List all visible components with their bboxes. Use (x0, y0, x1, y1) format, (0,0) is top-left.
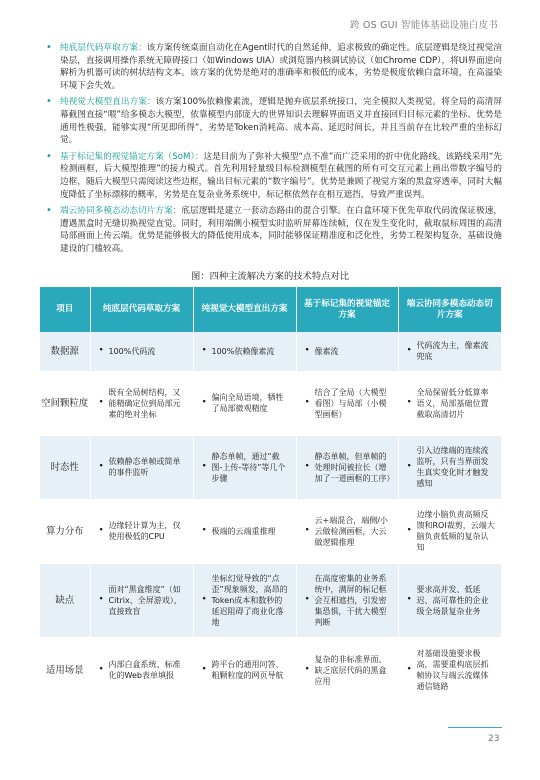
table-cell: • 边缘小脑负责高频反馈和ROI裁剪，云端大脑负责低频的复杂认知 (398, 499, 501, 563)
bullet-dot-icon: • (304, 461, 310, 472)
bullet-dot-icon: • (46, 150, 52, 162)
bullet-dot-icon: • (201, 461, 207, 472)
bullet-term: 纯视觉大模型直出方案： (60, 97, 156, 108)
table-row (40, 371, 501, 435)
bullet-dot-icon: • (304, 664, 310, 675)
table-row (40, 435, 501, 499)
bullet-dot-icon: • (406, 345, 412, 356)
bullet-dot-icon: • (201, 525, 207, 536)
bullet-text: 该方案100%依赖像素流，逻辑是抛弃底层系统接口，完全模拟人类视觉。将全局的高清屏幕截图直接“喂”给多模态大模型，依靠模型内部庞大的世界知识去理解界面语义并直接回归目标元素的坐标。优势是通用性极强，能够实现“所见即所得”，劣势是Token消耗高、成本高、延迟时间长，并且当前存在比较严重的坐标幻觉。 (60, 97, 502, 146)
bullet-item (40, 151, 502, 201)
table-cell: • 既有全局树结构，又能精确定位到局部元素的绝对坐标 (90, 371, 193, 435)
bullet-dot-icon: • (98, 525, 104, 536)
comparison-table (40, 287, 501, 704)
bullet-term: 基于标记集的视觉锚定方案（SoM）： (60, 151, 204, 162)
table-header-row (40, 287, 501, 332)
bullet-dot-icon: • (304, 345, 310, 356)
table-cell: • 静态单帧，但单帧的处理时间被拉长（增加了一道画框的工序） (296, 435, 398, 499)
table-cell: • 依赖静态单帧或简单的事件监听 (90, 435, 193, 499)
table-cell: • 引入边缘端的连续流监听，只有当界面发生真实变化时才触发感知 (398, 435, 501, 499)
bullet-dot-icon: • (304, 397, 310, 408)
bullet-dot-icon: • (98, 461, 104, 472)
bullet-text: 底层逻辑是建立一套动态路由的混合引擎。在白盒环境下优先草取代码流保证极速，遭遇黑盒时无缝切换视觉直觉。同时，利用端侧小模型实时监听屏幕连续帧，仅在发生变化时，截取鼠标周围的高清局部画面上传云端。优势是能够极大的降低使用成本，同时能够保证精准度和泛化性，劣势工程架构复杂，基础设施建设的门槛较高。 (60, 206, 502, 254)
table-cell: • 在高度密集的业务系统中，满屏的标记框会互相遮挡，引发密集恐惧，干扰大模型判断 (296, 563, 398, 637)
bullet-dot-icon: • (201, 594, 207, 605)
table-cell: • 偏向全局语境，牺牲了局部微观精度 (193, 371, 296, 435)
bullet-item (40, 42, 502, 92)
page-number: 23 (488, 734, 500, 744)
bullet-dot-icon: • (98, 397, 104, 408)
bullet-dot-icon: • (201, 397, 207, 408)
table-row (40, 637, 501, 703)
bullet-dot-icon: • (98, 664, 104, 675)
bullet-item (40, 96, 502, 146)
table-cell: • 100%代码流 (90, 332, 193, 371)
table-cell: • 静态单帧，通过“截图-上传-等待”等几个步骤 (193, 435, 296, 499)
table-cell: • 复杂的非标准界面、缺乏底层代码的黑盒应用 (296, 637, 398, 703)
footer-rule (448, 727, 502, 728)
bullet-dot-icon: • (46, 205, 52, 217)
table-cell: • 面对“黑盒维度”（如Citrix、全屏游戏），直接致盲 (90, 563, 193, 637)
table-cell: • 要求高并发、低延迟、高可靠性的企业级全场景复杂业务 (398, 563, 501, 637)
table-header-cell: 纯视觉大模型直出方案 (193, 287, 296, 332)
table-cell: • 像素流 (296, 332, 398, 371)
bullet-list (40, 42, 502, 260)
table-cell: • 全局保留低分低算率语义，局部基础位置截取高清切片 (398, 371, 501, 435)
bullet-dot-icon: • (406, 397, 412, 408)
row-label: 算力分布 (40, 499, 90, 563)
bullet-dot-icon: • (406, 664, 412, 675)
table-cell: • 坐标幻觉导致的“点歪”现象频发，高昂的Token成本和数秒的延迟阻碍了商业化落地 (193, 563, 296, 637)
table-cell: • 100%依赖像素流 (193, 332, 296, 371)
bullet-dot-icon: • (304, 525, 310, 536)
bullet-term: 纯底层代码草取方案： (60, 43, 147, 53)
table-header-cell: 纯底层代码草取方案 (90, 287, 193, 332)
row-label: 空间颗粒度 (40, 371, 90, 435)
table-cell: • 内部白盒系统、标准化的Web表单填报 (90, 637, 193, 703)
bullet-dot-icon: • (46, 96, 52, 108)
table-header-cell: 基于标记集的视觉锚定方案 (296, 287, 398, 332)
table-row (40, 332, 501, 371)
running-header: 跨 OS GUI 智能体基础设施白皮书 (350, 20, 498, 31)
row-label: 时态性 (40, 435, 90, 499)
table-cell: • 极端的云端重推理 (193, 499, 296, 563)
row-label: 缺点 (40, 563, 90, 637)
bullet-dot-icon: • (406, 594, 412, 605)
table-cell: • 边缘轻计算为主，仅使用极低的CPU (90, 499, 193, 563)
bullet-item (40, 205, 502, 255)
bullet-dot-icon: • (98, 594, 104, 605)
bullet-text: 该方案传统桌面自动化在Agent时代的自然延伸，追求极致的确定性。底层逻辑是绕过视觉渲染层，直接调用操作系统无障碍接口（如Windows UIA）或浏览器内核调试协议（如Chrome CDP），将UI界面逆向解析为机器可读的树状结构文本。该方案的优势是绝对的准确率和极低的成本，劣势是极度依赖白盒环境，在高溢染环境下会失效。 (60, 43, 502, 91)
table-cell: • 对基础设施要求极高，需要重构底层抓帧协议与端云流媒体通信链路 (398, 637, 501, 703)
bullet-dot-icon: • (201, 345, 207, 356)
table-cell: • 跨平台的通用问答、粗颗粒度的网页导航 (193, 637, 296, 703)
table-row (40, 563, 501, 637)
table-cell: • 结合了全局（大模型看图）与局部（小模型画框） (296, 371, 398, 435)
bullet-dot-icon: • (201, 664, 207, 675)
bullet-dot-icon: • (406, 461, 412, 472)
table-cell: • 代码流为主，像素流兜底 (398, 332, 501, 371)
row-label: 适用场景 (40, 637, 90, 703)
bullet-dot-icon: • (46, 42, 52, 53)
bullet-text: 这是目前为了弥补大模型“点不准”而广泛采用的折中优化路线。该路线采用“先检测画框，后大模型推理”的接力模式。首先利用轻量级目标检测模型在截图的所有可交互元素上画出带数字编号的边框，随后大模型只需阅读这些边框，输出目标元素的“数字编号”。优势是兼顾了视觉方案的黑盒穿透率，同时大幅度降低了坐标漂移的概率，劣势是在复杂业务系统中，标记框依然存在相互遮挡，导致严重误判。 (60, 151, 503, 200)
table-header-cell: 端云协同多模态动态切片方案 (398, 287, 501, 332)
bullet-term: 端云协同多模态动态切片方案： (60, 206, 182, 217)
figure-caption: 图：四种主流解决方案的技术特点对比 (190, 271, 350, 282)
table-row (40, 499, 501, 563)
table-cell: • 云+端混合，端侧/小云做检测画框，大云做逻辑推理 (296, 499, 398, 563)
table-header-cell: 项目 (40, 287, 90, 332)
row-label: 数据源 (40, 332, 90, 371)
bullet-dot-icon: • (98, 345, 104, 356)
bullet-dot-icon: • (406, 525, 412, 536)
bullet-dot-icon: • (304, 594, 310, 605)
